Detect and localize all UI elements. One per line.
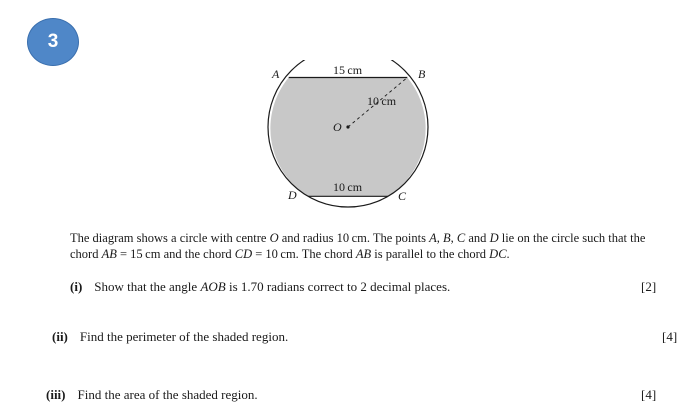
label-a: A [272, 67, 280, 81]
part-i-marks: [2] [641, 279, 657, 294]
part-iii-number: (iii) [46, 387, 66, 402]
part-ii: (ii) Find the perimeter of the shaded region. [52, 329, 289, 344]
part-ii-marks: [4] [662, 329, 678, 344]
label-b: B [418, 67, 426, 81]
chord-dc-length: 10 cm [333, 180, 363, 194]
part-i-number: (i) [70, 279, 83, 294]
question-number: 3 [47, 31, 59, 52]
part-ii-number: (ii) [52, 329, 68, 344]
radius-length: 10 cm [367, 94, 397, 108]
question-number-badge [27, 18, 79, 66]
centre-point [346, 125, 349, 128]
part-iii: (iii) Find the area of the shaded region. [46, 387, 258, 402]
question-stem: The diagram shows a circle with centre O and radius 10 cm. The points A, B, C and D lie on the circle such that the chord AB = 15 cm and the chord CD = 10 cm. The chord AB is parallel to the chord DC. [70, 231, 646, 261]
label-o: O [333, 120, 342, 134]
circle-diagram [260, 60, 440, 210]
shaded-region [270, 78, 425, 197]
label-d: D [288, 188, 297, 202]
label-c: C [398, 189, 407, 203]
part-i: (i) Show that the angle AOB is 1.70 radians correct to 2 decimal places. [70, 279, 451, 294]
part-iii-marks: [4] [641, 387, 657, 402]
chord-ab-length: 15 cm [333, 63, 363, 77]
